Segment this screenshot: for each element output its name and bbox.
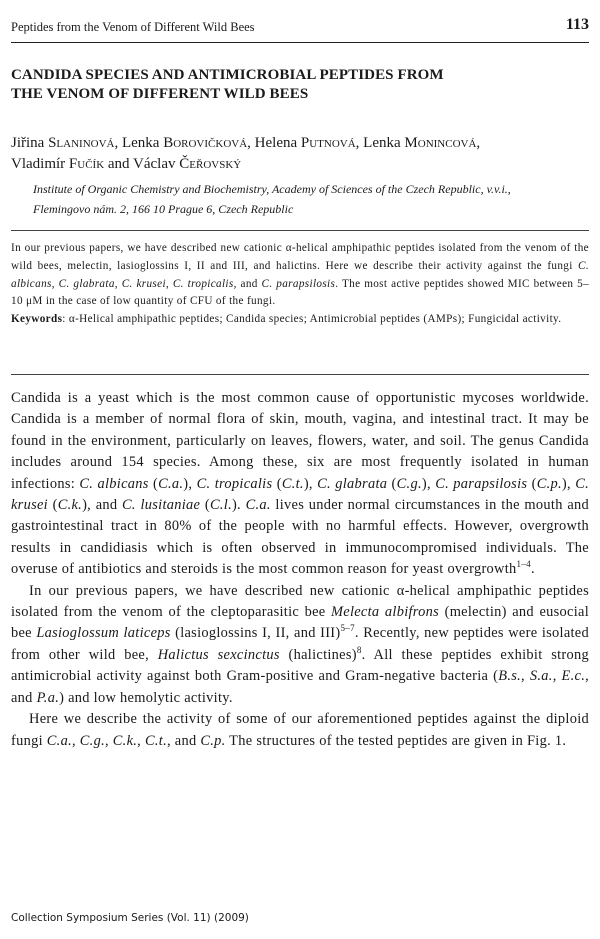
- author: Jiřina Slaninová: [11, 135, 115, 151]
- citation: 8: [356, 645, 362, 656]
- abstract-top-divider: [11, 230, 589, 231]
- keywords: Keywords: α-Helical amphipathic peptides; Candida species; Antimicrobial peptides (AMPs); Fungicidal activity.: [11, 313, 562, 326]
- running-head: [11, 14, 589, 43]
- article-title-line-1: CANDIDA SPECIES AND ANTIMICROBIAL PEPTIDES FROM: [11, 67, 444, 83]
- author: Helena Putnová: [254, 135, 356, 151]
- author: Vladimír Fučík: [11, 156, 105, 172]
- author: Václav Čeřovský: [133, 156, 242, 172]
- body-paragraph-3: Here we describe the activity of some of our aforementioned peptides against the diploid fungi C.a., C.g., C.k., C.t., and C.p. The structures of the tested peptides are given in Fig. 1.: [11, 711, 589, 749]
- citation: 1–4: [516, 559, 531, 570]
- body-paragraph-2: In our previous papers, we have described new cationic α-helical amphipathic peptides isolated from the venom of the cleptoparasitic bee Melecta albifrons (melectin) and eusocial bee Lasioglossum laticeps (lasioglossins I, II, and III)$^{5-7}$. Recently, new peptides were isolated from other wild bee, Halictus sexcinctus (halictines)$^8$. All these peptides exhibit strong antimicrobial activity against both Gram-positive and Gram-negative bacteria (B.s., S.a., E.c., and P.a.) and low hemolytic activity.: [11, 582, 590, 706]
- affiliation-line-1: Institute of Organic Chemistry and Biochemistry, Academy of Sciences of the Czech Republic, v.v.i.,: [33, 182, 511, 196]
- abstract: [11, 240, 589, 329]
- footer: Collection Symposium Series (Vol. 11) (2009): [11, 912, 249, 924]
- keywords-label: Keywords: [11, 313, 63, 326]
- page-number: 113: [565, 16, 589, 33]
- running-head-title: Peptides from the Venom of Different Wild Bees: [11, 20, 255, 34]
- affiliation-line-2: Flemingovo nám. 2, 166 10 Prague 6, Czech Republic: [33, 202, 294, 216]
- citation: 5–7: [340, 623, 355, 634]
- author: Lenka Borovičková: [121, 135, 248, 151]
- body-paragraph-1: Candida is a yeast which is the most common cause of opportunistic mycoses worldwide. Candida is a member of normal flora of skin, mouth, vagina, and intestinal tract. It may be found in the environment, particularly on leaves, flowers, water, and soil. The genus Candida includes around 154 species. Among these, six are most frequently isolated in human infections: C. albicans (C.a.), C. tropicalis (C.t.), C. glabrata (C.g.), C. parapsilosis (C.p.), C. krusei (C.k.), and C. lusitaniae (C.l.). C.a. lives under normal circumstances in the mouth and gastrointestinal tract in 80% of the people with no harmful effects. However, overgrowth results in candidiasis which is often observed in immunocompromised individuals. The overuse of antibiotics and steroids is the most common reason for yeast overgrowth$^{1-4}$.: [11, 390, 590, 578]
- author-list: Jiřina Slaninová, Lenka Borovičková, Helena Putnová, Lenka Monincová, Vladimír Fučík and Václav Čeřovský: [11, 135, 481, 172]
- affiliation: [33, 179, 591, 219]
- author: Lenka Monincová: [363, 135, 477, 151]
- body-text: [11, 388, 589, 752]
- article-title-line-2: THE VENOM OF DIFFERENT WILD BEES: [11, 86, 309, 102]
- abstract-bottom-divider: [11, 374, 589, 375]
- abstract-paragraph: In our previous papers, we have described new cationic α-helical amphipathic peptides isolated from the venom of the wild bees, melectin, lasioglossins I, II and III, and halictins. Here we describe their activity against the fungi C. albicans, C. glabrata, C. krusei, C. tropicalis, and C. parapsilosis. The most active peptides showed MIC between 5–10 μM in the case of low quantity of CFU of the fungi.: [11, 242, 590, 308]
- article-title: [11, 66, 531, 104]
